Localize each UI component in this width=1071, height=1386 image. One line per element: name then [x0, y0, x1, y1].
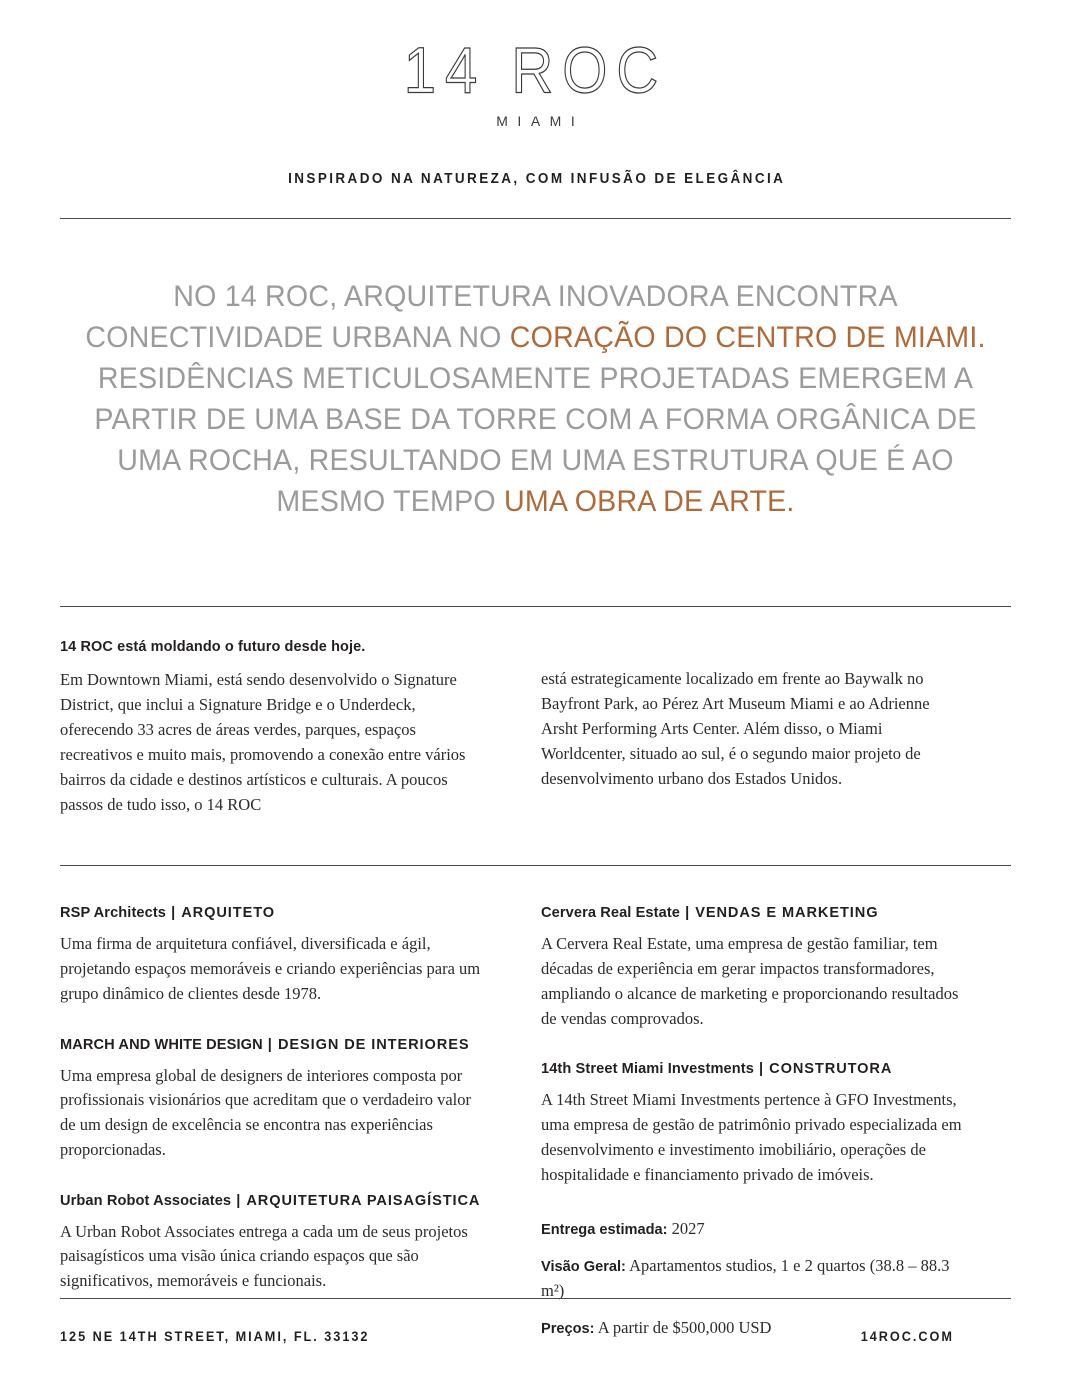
credit-heading	[60, 1037, 487, 1053]
divider-intro	[60, 606, 1011, 607]
credit-separator: |	[680, 905, 696, 922]
credits-column-right	[541, 905, 968, 1340]
fact-label: Entrega estimada:	[541, 1222, 668, 1239]
divider-credits	[60, 865, 1011, 866]
credit-separator: |	[262, 1036, 278, 1053]
divider-footer	[60, 1298, 1011, 1299]
brand-tagline: INSPIRADO NA NATUREZA, COM INFUSÃO DE ELEGÂNCIA	[288, 171, 786, 187]
credit-body: Uma firma de arquitetura confiável, diversificada e ágil, projetando espaços memoráveis e criando experiências para um grupo dinâmico de clientes desde 1978.	[60, 934, 481, 1003]
fact-label: Preços:	[541, 1321, 595, 1337]
credit-block	[541, 1061, 968, 1187]
fact-value: A partir de $500,000 USD	[594, 1318, 772, 1337]
credit-role: ARQUITETURA PAISAGÍSTICA	[246, 1192, 481, 1209]
footer-website[interactable]: 14ROC.COM	[860, 1329, 954, 1344]
credit-role: ARQUITETO	[181, 905, 276, 922]
footer-address: 125 NE 14TH STREET, MIAMI, FL. 33132	[60, 1329, 370, 1344]
credit-separator: |	[166, 905, 182, 922]
hero-text-part-1: NO 14 ROC, ARQUITETURA INOVADORA ENCONTRA CONECTIVIDADE URBANA NO	[85, 280, 898, 354]
fact-value: 2027	[667, 1219, 705, 1239]
credit-heading	[60, 905, 487, 921]
credit-separator: |	[753, 1061, 770, 1078]
logo-subtitle: MIAMI	[496, 113, 585, 129]
intro-paragraph-right: está estrategicamente localizado em frente ao Baywalk no Bayfront Park, ao Pérez Art Museum Miami e ao Adrienne Arsht Performing Arts Center. Além disso, o Miami Worldcenter, situado ao sul, é o segundo maior projeto de desenvolvimento urbano dos Estados Unidos.	[541, 669, 930, 789]
intro-column-left	[60, 639, 487, 817]
credit-separator: |	[231, 1192, 247, 1209]
hero-accent-1: CORAÇÃO DO CENTRO DE MIAMI.	[509, 321, 986, 354]
logo-wordmark: 14 ROC	[403, 34, 668, 107]
fact-row	[541, 1217, 968, 1242]
credit-name: 14th Street Miami Investments	[541, 1061, 754, 1078]
credit-name: MARCH AND WHITE DESIGN	[60, 1036, 263, 1053]
intro-column-right	[541, 639, 968, 817]
footer-row	[60, 1329, 954, 1344]
credit-name: RSP Architects	[60, 905, 167, 922]
fact-value: Apartamentos studios, 1 e 2 quartos (38.8 – 88.3 m²)	[541, 1256, 950, 1301]
fact-row	[541, 1254, 968, 1304]
credit-block	[541, 905, 968, 1031]
divider-top	[60, 218, 1011, 219]
credit-heading	[541, 1061, 968, 1077]
credit-body: A Cervera Real Estate, uma empresa de gestão familiar, tem décadas de experiência em gerar impactos transformadores, ampliando o alcance de marketing e proporcionando resultados de vendas comprovados.	[541, 934, 959, 1028]
intro-section	[60, 639, 1011, 817]
credit-role: CONSTRUTORA	[769, 1061, 893, 1078]
credit-body: A 14th Street Miami Investments pertence à GFO Investments, uma empresa de gestão de patrimônio privado especializada em desenvolvimento e investimento imobiliário, operações de hospitalidade e financiamento privado de imóveis.	[541, 1090, 962, 1184]
hero-text-part-2: RESIDÊNCIAS METICULOSAMENTE PROJETADAS EMERGEM A PARTIR DE UMA BASE DA TORRE COM A FORMA ORGÂNICA DE UMA ROCHA, RESULTANDO EM UMA ESTRUTURA QUE É AO MESMO TEMPO	[94, 362, 977, 518]
credit-role: DESIGN DE INTERIORES	[277, 1036, 470, 1053]
credit-block	[60, 1037, 487, 1163]
credit-body: A Urban Robot Associates entrega a cada um de seus projetos paisagísticos uma visão única criando espaços que são significativos, memoráveis e funcionais.	[60, 1221, 468, 1291]
credit-role: VENDAS E MARKETING	[695, 905, 879, 922]
credits-section	[60, 905, 1011, 1340]
credits-column-left	[60, 905, 487, 1340]
credit-heading	[60, 1193, 487, 1209]
credit-block	[60, 905, 487, 1006]
hero-statement	[74, 276, 996, 522]
credit-name: Cervera Real Estate	[541, 905, 681, 922]
intro-paragraph-left: Em Downtown Miami, está sendo desenvolvido o Signature District, que inclui a Signature Bridge e o Underdeck, oferecendo 33 acres de áreas verdes, parques, espaços recreativos e muito mais, promovendo a conexão entre vários bairros da cidade e destinos artísticos e culturais. A poucos passos de tudo isso, o 14 ROC	[60, 670, 466, 815]
page-footer	[60, 1298, 1011, 1344]
intro-heading: 14 ROC está moldando o futuro desde hoje.	[60, 639, 366, 655]
credit-heading	[541, 905, 968, 921]
credit-block	[60, 1193, 487, 1294]
hero-accent-2: UMA OBRA DE ARTE.	[503, 485, 795, 518]
credit-name: Urban Robot Associates	[60, 1192, 232, 1209]
credit-body: Uma empresa global de designers de interiores composta por profissionais visionários que acreditam que o verdadeiro valor de um design de excelência se encontra nas experiências proporcionadas.	[60, 1065, 472, 1159]
page-header	[60, 0, 1011, 187]
brand-logo	[60, 0, 1011, 128]
fact-label: Visão Geral:	[541, 1259, 626, 1276]
